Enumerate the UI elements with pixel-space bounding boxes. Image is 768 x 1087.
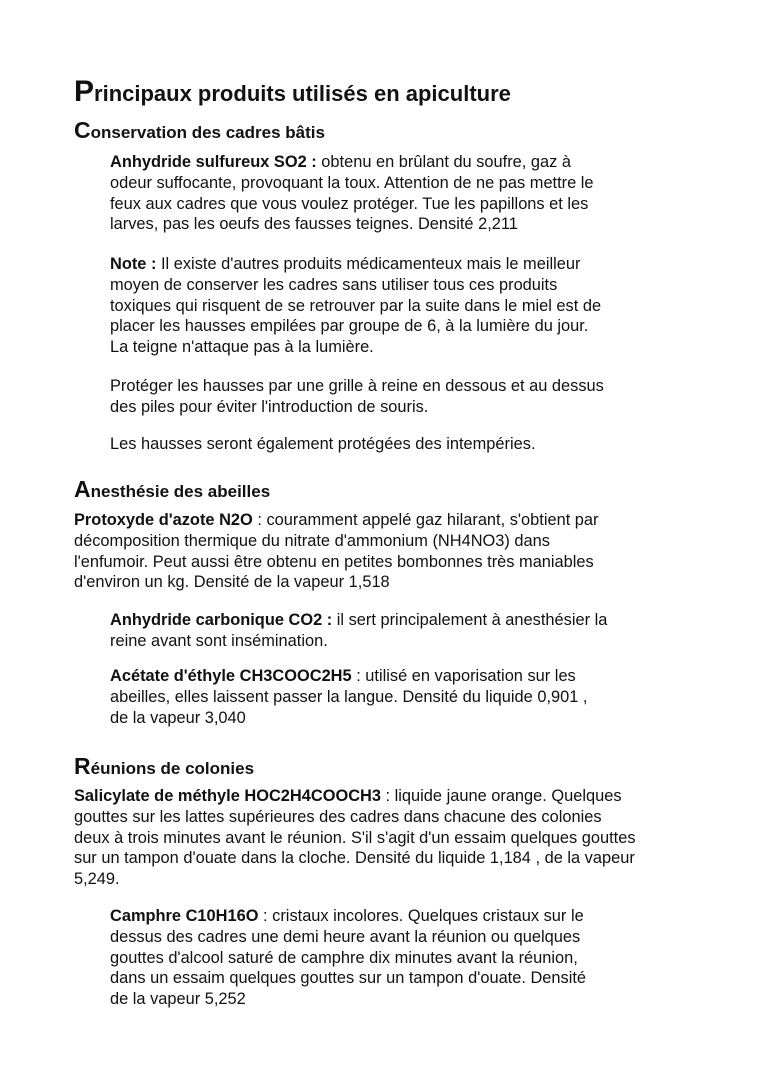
paragraph-line: La teigne n'attaque pas à la lumière. [110,338,374,357]
paragraph-note [110,254,601,358]
heading-text: éunions de colonies [90,759,255,778]
page-title [74,76,511,110]
paragraph-line: : cristaux incolores. Quelques cristaux sur le [258,907,584,925]
paragraph-line: décomposition thermique du nitrate d'ammonium (NH4NO3) dans [74,531,550,550]
paragraph-intemperies [110,434,536,455]
section-heading-conservation [74,117,325,146]
heading-initial: A [74,476,91,502]
paragraph-line: : utilisé en vaporisation sur les [351,667,576,685]
section-heading-reunions [74,753,254,782]
paragraph-grille [110,376,604,418]
title-text: rincipaux produits utilisés en apiculture [94,81,511,106]
paragraph-line: toxiques qui risquent de se retrouver par la suite dans le miel est de [110,296,602,315]
paragraph-line: dans un essaim quelques gouttes sur un tampon d'ouate. Densité [110,969,587,988]
heading-initial: C [74,117,91,143]
paragraph-line: sur un tampon d'ouate dans la cloche. Densité du liquide 1,184 , de la vapeur [74,849,635,868]
paragraph-line: abeilles, elles laissent passer la langue. Densité du liquide 0,901 , [110,687,588,706]
paragraph-line: Il existe d'autres produits médicamenteux mais le meilleur [156,255,581,273]
paragraph-line: odeur suffocante, provoquant la toux. Attention de ne pas mettre le [110,173,594,192]
paragraph-line: gouttes sur les lattes supérieures des cadres dans chacune des colonies [74,807,602,826]
paragraph-co2 [110,610,607,652]
paragraph-line: gouttes d'alcool saturé de camphre dix minutes avant la réunion, [110,948,578,967]
paragraph-line: placer les hausses empilées par groupe de 6, à la lumière du jour. [110,317,589,336]
paragraph-bold-term: Protoxyde d'azote N2O [74,511,253,529]
paragraph-line: : liquide jaune orange. Quelques [380,787,622,805]
paragraph-camphre [110,906,586,1010]
paragraph-line: deux à trois minutes avant le réunion. S'il s'agit d'un essaim quelques gouttes [74,828,636,847]
paragraph-line: moyen de conserver les cadres sans utiliser tous ces produits [110,275,558,294]
heading-text: onservation des cadres bâtis [90,123,325,142]
paragraph-line: de la vapeur 5,252 [110,990,246,1009]
paragraph-bold-term: Acétate d'éthyle CH3COOC2H5 [110,667,352,685]
paragraph-line: obtenu en brûlant du soufre, gaz à [316,153,571,171]
paragraph-salicylate [74,786,636,890]
paragraph-line: de la vapeur 3,040 [110,708,246,727]
paragraph-bold-term: Camphre C10H16O [110,907,259,925]
paragraph-n2o [74,510,599,593]
paragraph-line: l'enfumoir. Peut aussi être obtenu en petites bombonnes très maniables [74,552,594,571]
paragraph-line: Les hausses seront également protégées des intempéries. [110,435,536,453]
paragraph-line: reine avant sont insémination. [110,631,328,650]
paragraph-line: 5,249. [74,870,120,889]
paragraph-line: larves, pas les oeufs des fausses teignes. Densité 2,211 [110,215,518,234]
paragraph-bold-term: Anhydride sulfureux SO2 : [110,153,317,171]
heading-initial: R [74,753,91,779]
paragraph-line: : couramment appelé gaz hilarant, s'obtient par [252,511,599,529]
paragraph-bold-term: Salicylate de méthyle HOC2H4COOCH3 [74,787,381,805]
title-initial: P [74,75,95,108]
paragraph-line: dessus des cadres une demi heure avant la réunion ou quelques [110,927,581,946]
paragraph-line: feux aux cadres que vous voulez protéger. Tue les papillons et les [110,194,589,213]
paragraph-line: il sert principalement à anesthésier la [332,611,608,629]
paragraph-bold-term: Anhydride carbonique CO2 : [110,611,333,629]
paragraph-so2 [110,152,594,235]
paragraph-line: des piles pour éviter l'introduction de souris. [110,397,429,416]
section-heading-anesthesie [74,476,270,505]
paragraph-bold-term: Note : [110,255,157,273]
paragraph-acetate [110,666,587,728]
paragraph-line: Protéger les hausses par une grille à reine en dessous et au dessus [110,377,604,395]
heading-text: nesthésie des abeilles [90,482,271,501]
paragraph-line: d'environ un kg. Densité de la vapeur 1,518 [74,573,390,592]
